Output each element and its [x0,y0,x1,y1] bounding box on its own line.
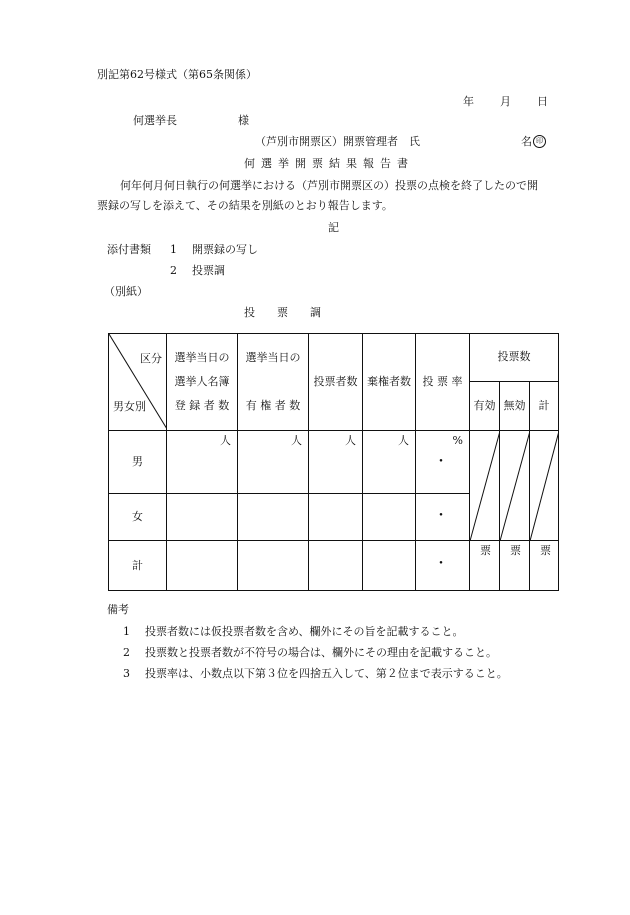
female-registered-cell [167,494,238,541]
unit-vote: 票 [510,544,521,557]
note-text-3: 投票率は、小数点以下第３位を四捨五入して、第２位まで表示すること。 [145,667,508,680]
registered-header [167,334,238,431]
row-label-male: 男 [109,431,167,494]
rate-header: 投 票 率 [416,334,470,431]
decimal-point: ・ [434,454,448,470]
table-title: 投 票 調 [244,306,321,319]
male-eligible-cell [238,431,309,494]
body-text-line-1: 何年何月何日執行の何選挙における（芦別市開票区の）投票の点検を終了したので開 [120,179,538,192]
note-text-1: 投票者数には仮投票者数を含め、欄外にその旨を記載すること。 [145,625,464,638]
total-voters-cell [309,541,363,591]
form-id: 別記第62号様式（第65条関係） [97,68,257,81]
seal-mark: 印 [533,135,546,148]
female-voters-cell [309,494,363,541]
corner-diagonal [109,334,167,429]
male-abstained-cell [363,431,416,494]
decimal-point: ・ [434,556,448,572]
note-num-2: 2 [123,646,130,659]
registered-header-line-3: 登 録 者 数 [174,399,230,412]
slash-invalid [500,431,530,541]
sender-office: （芦別市開票区）開票管理者 氏 [255,135,420,148]
notes-label: 備考 [107,603,129,616]
addressee-name: 何選挙長 [133,114,177,127]
corner-bottom-label: 男女別 [113,400,146,413]
corner-top-label: 区分 [140,352,162,365]
unit-person: 人 [345,434,356,447]
note-num-3: 3 [123,667,130,680]
addressee-honorific: 様 [238,114,249,127]
voters-header: 投票者数 [309,334,363,431]
total-votes-invalid-cell [500,541,530,591]
note-num-1: 1 [123,625,130,638]
female-abstained-cell [363,494,416,541]
total-eligible-cell [238,541,309,591]
total-registered-cell [167,541,238,591]
document-title: 何選挙開票結果報告書 [244,157,414,170]
total-votes-total-cell [530,541,559,591]
row-label-female: 女 [109,494,167,541]
total-votes-valid-cell [470,541,500,591]
unit-vote: 票 [540,544,552,557]
male-rate-cell [416,431,470,494]
attachment-num-2: 2 [170,264,177,277]
date-month: 月 [500,95,511,108]
male-female-votes-valid-cell [470,431,500,541]
votes-valid-header: 有効 [470,381,500,430]
votes-invalid-header: 無効 [500,381,530,430]
unit-person: 人 [291,434,302,447]
body-text-line-2: 票録の写しを添えて、その結果を別紙のとおり報告します。 [97,199,393,212]
decimal-point: ・ [434,508,448,524]
female-rate-cell [416,494,470,541]
ki-label: 記 [328,221,339,234]
appendix-label: （別紙） [104,285,148,298]
total-abstained-cell [363,541,416,591]
votes-header: 投票数 [470,334,559,382]
unit-person: 人 [220,434,231,447]
male-voters-cell [309,431,363,494]
male-female-votes-invalid-cell [500,431,530,541]
corner-header-cell [109,334,167,431]
attachment-text-1: 開票録の写し [192,243,258,256]
attachment-num-1: 1 [170,243,177,256]
date-day: 日 [537,95,548,108]
voting-table [108,333,559,591]
unit-vote: 票 [480,544,491,557]
attachment-text-2: 投票調 [192,264,225,277]
unit-percent: % [452,434,463,447]
eligible-header [238,334,309,431]
note-text-2: 投票数と投票者数が不符号の場合は、欄外にその理由を記載すること。 [145,646,497,659]
row-label-total: 計 [109,541,167,591]
registered-header-line-1: 選挙当日の [174,351,230,364]
sender-name-suffix: 名 [521,135,532,148]
unit-person: 人 [398,434,409,447]
votes-total-header: 計 [530,381,559,430]
male-registered-cell [167,431,238,494]
abstained-header: 棄権者数 [363,334,416,431]
eligible-header-line-1: 選挙当日の [245,351,301,364]
attachments-label: 添付書類 [107,243,151,256]
total-rate-cell [416,541,470,591]
female-eligible-cell [238,494,309,541]
date-year: 年 [463,95,474,108]
slash-total [530,431,559,541]
registered-header-line-2: 選挙人名簿 [174,375,230,388]
male-female-votes-total-cell [530,431,559,541]
eligible-header-line-2: 有 権 者 数 [245,399,301,412]
slash-valid [470,431,500,541]
